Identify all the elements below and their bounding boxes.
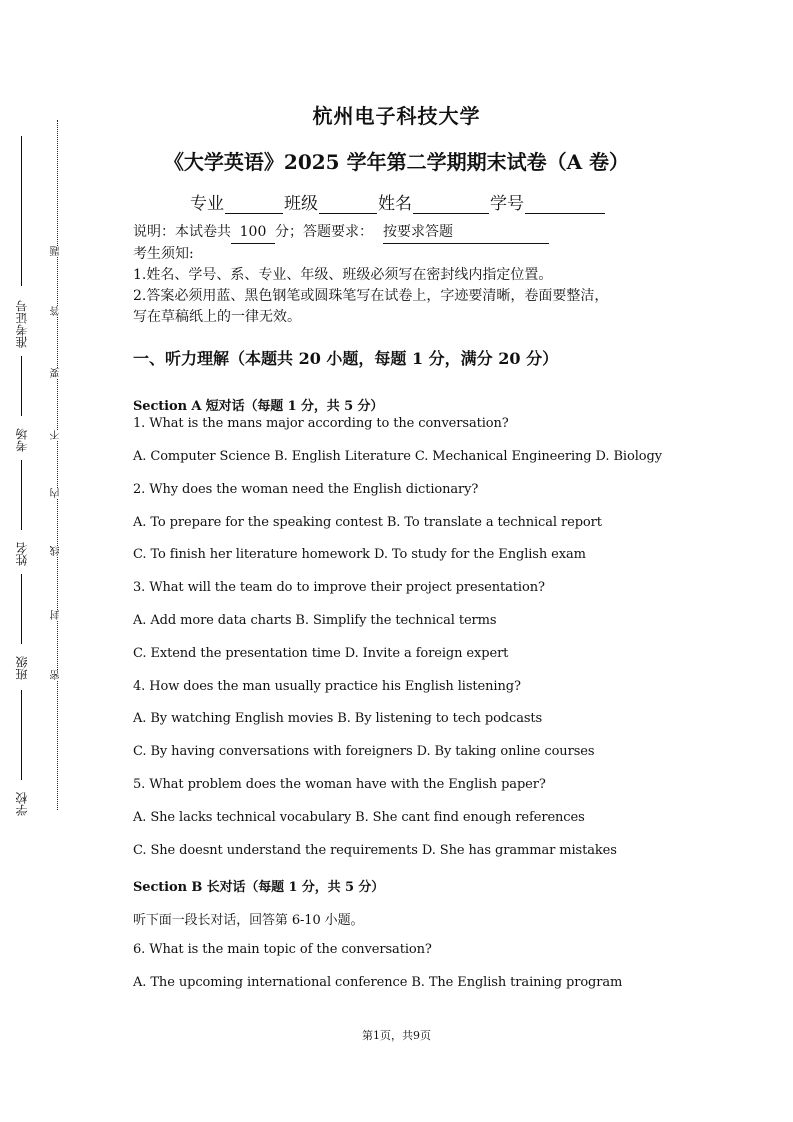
seal-dotted-line [57, 120, 58, 810]
total-score: 100 [231, 222, 275, 244]
question-2: 2. Why does the woman need the English dictionary? [133, 482, 479, 497]
question-2-options-ab: A. To prepare for the speaking contest B. To translate a technical report [133, 515, 602, 530]
student-info-row [190, 186, 630, 214]
notice-item-2a: 2.答案必须用蓝、黑色钢笔或圆珠笔写在试卷上，字迹要清晰，卷面要整洁， [133, 288, 609, 304]
margin-label-exam-number: 准考证号 [15, 300, 29, 348]
seal-char: 答 [50, 306, 66, 316]
question-5-options-ab: A. She lacks technical vocabulary B. She cant find enough references [133, 810, 585, 825]
question-5-options-cd: C. She doesnt understand the requirements D. She has grammar mistakes [133, 843, 617, 858]
seal-char: 封 [50, 610, 66, 620]
question-4: 4. How does the man usually practice his English listening? [133, 679, 521, 694]
section-a-title: Section A 短对话（每题 1 分，共 5 分） [133, 399, 384, 414]
seal-char: 密 [50, 670, 66, 680]
margin-label-exam-room: 考场 [15, 428, 29, 452]
school-name: 杭州电子科技大学 [312, 104, 481, 128]
page-footer: 第1页，共9页 [362, 1029, 431, 1042]
question-1-options: A. Computer Science B. English Literature C. Mechanical Engineering D. Biology [133, 449, 662, 464]
seal-char: 线 [50, 546, 66, 556]
field-class-label: 班级 [284, 194, 318, 214]
question-3-options-cd: C. Extend the presentation time D. Invite a foreign expert [133, 646, 509, 661]
seal-char: 内 [50, 488, 66, 498]
margin-line [21, 356, 22, 416]
answer-requirement: 按要求答题 [383, 222, 549, 244]
question-2-options-cd: C. To finish her literature homework D. To study for the English exam [133, 547, 586, 562]
question-4-options-ab: A. By watching English movies B. By listening to tech podcasts [133, 711, 543, 726]
margin-line [21, 460, 22, 530]
seal-char: 要 [50, 368, 66, 378]
margin-line [21, 690, 22, 780]
question-4-options-cd: C. By having conversations with foreigners D. By taking online courses [133, 744, 595, 759]
question-6: 6. What is the main topic of the conversation? [133, 942, 432, 957]
notice-item-1: 1.姓名、学号、系、专业、年级、班级必须写在密封线内指定位置。 [133, 267, 553, 283]
section-b-title: Section B 长对话（每题 1 分，共 5 分） [133, 880, 385, 895]
exam-title: 《大学英语》2025 学年第二学期期末试卷（A 卷） [163, 150, 630, 174]
question-6-options-ab: A. The upcoming international conference B. The English training program [133, 975, 623, 990]
notice-item-2b: 写在草稿纸上的一律无效。 [133, 309, 301, 325]
question-1: 1. What is the mans major according to the conversation? [133, 416, 509, 431]
instructions-line-1 [133, 222, 693, 244]
seal-char: 题 [50, 246, 66, 256]
field-class-blank[interactable] [319, 193, 377, 214]
instructions [133, 222, 693, 328]
field-major-label: 专业 [190, 194, 224, 214]
margin-line [21, 574, 22, 644]
field-major-blank[interactable] [225, 193, 283, 214]
seal-line [50, 120, 66, 810]
margin-label-school: 学校 [15, 792, 29, 816]
field-name-blank[interactable] [413, 193, 489, 214]
instructions-mid: 分；答题要求： [275, 224, 373, 240]
section-b-instruction: 听下面一段长对话，回答第 6-10 小题。 [133, 913, 364, 928]
question-3: 3. What will the team do to improve their project presentation? [133, 580, 545, 595]
question-3-options-ab: A. Add more data charts B. Simplify the technical terms [133, 613, 497, 628]
margin-label-name: 姓名 [15, 542, 29, 566]
field-id-label: 学号 [490, 194, 524, 214]
field-id-blank[interactable] [525, 193, 605, 214]
notice-title: 考生须知: [133, 246, 194, 262]
field-name-label: 姓名 [378, 194, 412, 214]
question-5: 5. What problem does the woman have with the English paper? [133, 777, 546, 792]
section-one-title: 一、听力理解（本题共 20 小题，每题 1 分，满分 20 分） [133, 349, 559, 368]
margin-label-class: 班级 [15, 656, 29, 680]
seal-char: 不 [50, 430, 66, 440]
instructions-prefix: 说明：本试卷共 [133, 224, 231, 240]
